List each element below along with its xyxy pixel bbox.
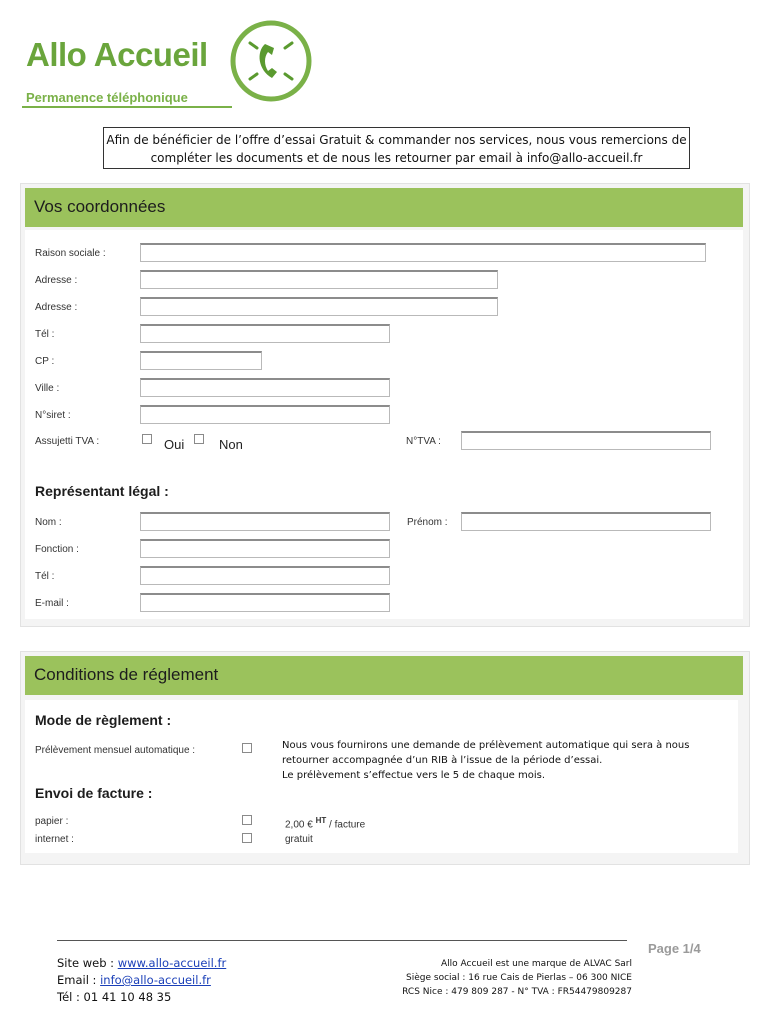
nom-label: Nom :: [35, 517, 62, 528]
prelevement-label: Prélèvement mensuel automatique :: [35, 745, 196, 756]
adresse-2-label: Adresse :: [35, 302, 78, 313]
conditions-header: Conditions de réglement: [25, 656, 743, 695]
tva-oui-label: Oui: [164, 437, 185, 452]
papier-price-ht: HT: [315, 816, 327, 825]
footer-site-label: Site web :: [57, 956, 118, 970]
tva-oui-checkbox[interactable]: [142, 434, 152, 444]
adresse-1-label: Adresse :: [35, 275, 78, 286]
tva-non-checkbox[interactable]: [194, 434, 204, 444]
coordonnees-header: Vos coordonnées: [25, 188, 743, 227]
adresse-1-input[interactable]: [140, 270, 498, 289]
cp-input[interactable]: [140, 351, 262, 370]
page-number: Page 1/4: [648, 941, 701, 956]
papier-price: [285, 816, 365, 830]
rep-tel-label: Tél :: [35, 571, 55, 582]
rep-tel-input[interactable]: [140, 566, 390, 585]
footer-tel: Tél : 01 41 10 48 35: [57, 990, 172, 1004]
footer-legal-line-2: Siège social : 16 rue Cais de Pierlas – 06 300 NICE: [406, 973, 632, 983]
siret-label: N°siret :: [35, 410, 71, 421]
internet-price: gratuit: [285, 834, 313, 845]
fonction-label: Fonction :: [35, 544, 79, 555]
papier-price-unit: / facture: [329, 819, 366, 831]
footer-email-row: [57, 972, 226, 989]
footer-email-link[interactable]: info@allo-accueil.fr: [100, 973, 211, 987]
siret-input[interactable]: [140, 405, 390, 424]
representant-title: Représentant légal :: [35, 483, 169, 499]
internet-checkbox[interactable]: [242, 833, 252, 843]
footer-email-label: Email :: [57, 973, 101, 987]
prelevement-checkbox[interactable]: [242, 743, 252, 753]
prenom-input[interactable]: [461, 512, 711, 531]
logo-underline: [22, 106, 232, 108]
tel-input[interactable]: [140, 324, 390, 343]
intro-line-2: compléter les documents et de nous les retourner par email à info@allo-accueil.fr: [150, 151, 643, 165]
prelevement-note-line-3: Le prélèvement s’effectue vers le 5 de chaque mois.: [282, 770, 546, 781]
logo-subtitle: Permanence téléphonique: [26, 90, 188, 105]
ville-input[interactable]: [140, 378, 390, 397]
footer-legal-line-1: Allo Accueil est une marque de ALVAC Sarl: [440, 959, 632, 969]
footer-site-link[interactable]: www.allo-accueil.fr: [117, 956, 227, 970]
ntva-input[interactable]: [461, 431, 711, 450]
prelevement-note-line-1: Nous vous fournirons une demande de prélèvement automatique qui sera à nous: [282, 740, 690, 751]
footer-site-row: [57, 955, 226, 972]
footer-contact: [57, 955, 226, 1006]
prelevement-note-line-2: retourner accompagnée d’un RIB à l’issue de la période d’essai.: [282, 755, 603, 766]
tva-label: Assujetti TVA :: [35, 436, 100, 447]
papier-checkbox[interactable]: [242, 815, 252, 825]
phone-circle-icon: [228, 18, 314, 104]
prelevement-note: [282, 738, 689, 783]
ntva-label: N°TVA :: [406, 436, 441, 447]
tva-non-label: Non: [219, 437, 243, 452]
intro-line-1: Afin de bénéficier de l’offre d’essai Gratuit & commander nos services, nous vous remercions de: [106, 133, 687, 147]
ville-label: Ville :: [35, 383, 60, 394]
fonction-input[interactable]: [140, 539, 390, 558]
prenom-label: Prénom :: [407, 517, 448, 528]
footer-legal-line-3: RCS Nice : 479 809 287 - N° TVA : FR54479809287: [402, 987, 632, 997]
raison-sociale-label: Raison sociale :: [35, 248, 106, 259]
papier-price-value: 2,00 €: [285, 819, 313, 831]
email-label: E-mail :: [35, 598, 69, 609]
raison-sociale-input[interactable]: [140, 243, 706, 262]
nom-input[interactable]: [140, 512, 390, 531]
envoi-facture-title: Envoi de facture :: [35, 785, 153, 801]
adresse-2-input[interactable]: [140, 297, 498, 316]
papier-label: papier :: [35, 816, 69, 827]
internet-label: internet :: [35, 834, 74, 845]
logo-title: Allo Accueil: [26, 36, 208, 73]
mode-reglement-title: Mode de règlement :: [35, 712, 172, 728]
footer-divider: [57, 940, 627, 941]
email-input[interactable]: [140, 593, 390, 612]
footer-legal: [370, 957, 632, 999]
tel-label: Tél :: [35, 329, 55, 340]
intro-box: [103, 127, 690, 169]
cp-label: CP :: [35, 356, 55, 367]
